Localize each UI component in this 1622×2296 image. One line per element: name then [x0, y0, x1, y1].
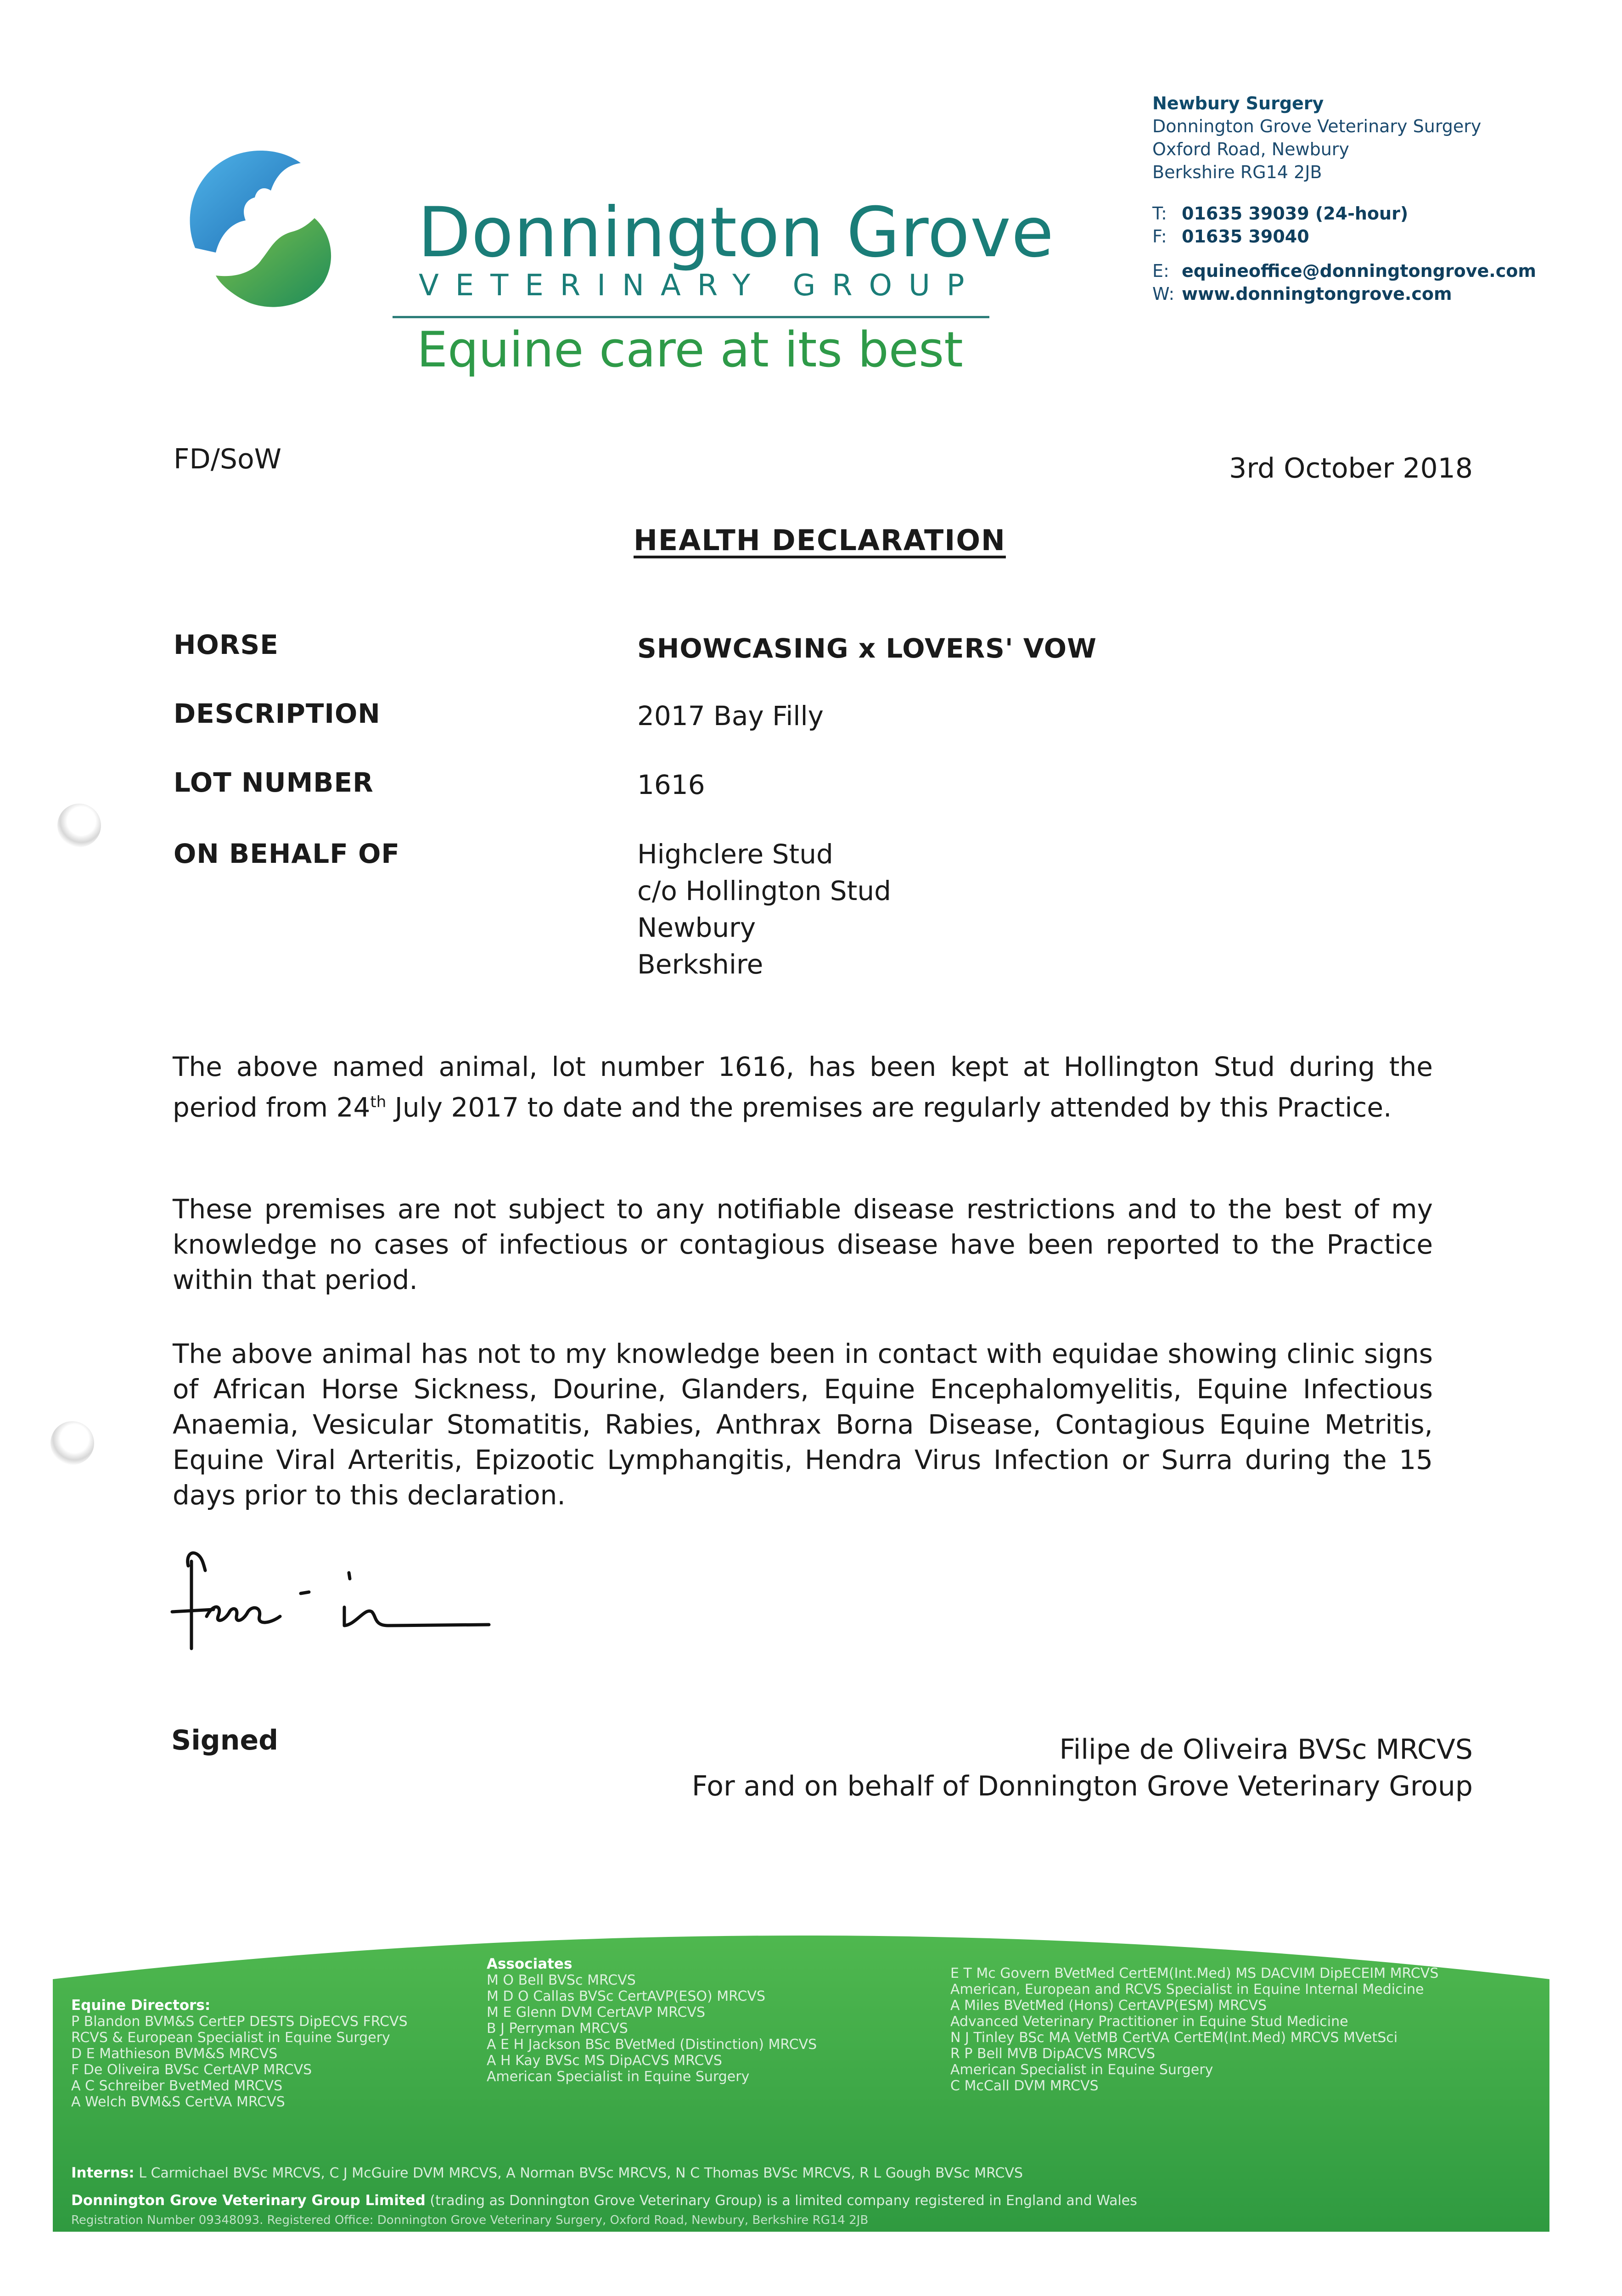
paragraph-contact: The above animal has not to my knowledge been in contact with equidae showing clinic signs of African Horse Sickness, Dourine, Glanders, Equine Encephalomyelitis, Equine Infectious Anaemia, Vesicular Stomatitis, Rabies, Anthrax Borna Disease, Contagious Equine Metritis, Equine Viral Arteritis, Epizootic Lymphangitis, Hendra Virus Infection or Surra during the 15 days prior to this declaration. — [173, 1338, 1433, 1511]
director-entry: P Blandon BVM&S CertEP DESTS DipECVS FRCVS — [71, 2014, 408, 2030]
behalf-address — [637, 836, 891, 983]
footer-directors — [71, 1998, 408, 2110]
signer-name: Filipe de Oliveira BVSc MRCVS — [1059, 1733, 1473, 1766]
company-registration: Registration Number 09348093. Registered Office: Donnington Grove Veterinary Surgery, Oxford Road, Newbury, Berkshire RG14 2JB — [71, 2213, 869, 2227]
specialist-entry: N J Tinley BSc MA VetMB CertVA CertEM(Int.Med) MRCVS MVetSci — [950, 2030, 1398, 2046]
document-title: HEALTH DECLARATION — [634, 523, 1006, 557]
associates-heading: Associates — [487, 1956, 572, 1972]
director-entry: A Welch BVM&S CertVA MRCVS — [71, 2094, 285, 2110]
company-name: Donnington Grove Veterinary Group Limited — [71, 2192, 426, 2209]
specialist-entry: C McCall DVM MRCVS — [950, 2078, 1099, 2094]
email-label: E: — [1152, 261, 1169, 281]
brand-subtitle: VETERINARY GROUP — [419, 269, 981, 303]
web-label: W: — [1152, 284, 1175, 304]
document-date: 3rd October 2018 — [1229, 452, 1473, 484]
specialist-entry: R P Bell MVB DipACVS MRCVS — [950, 2046, 1156, 2062]
horse-value: SHOWCASING x LOVERS' VOW — [637, 633, 1097, 664]
brand-name: Donnington Grove — [418, 193, 1055, 273]
fax-label: F: — [1152, 226, 1167, 247]
specialist-entry: E T Mc Govern BVetMed CertEM(Int.Med) MS DACVIM DipECEIM MRCVS — [950, 1965, 1439, 1981]
brand-divider — [393, 316, 989, 318]
footer-specialists — [950, 1965, 1438, 2094]
director-entry: D E Mathieson BVM&S MRCVS — [71, 2046, 278, 2062]
email-link[interactable]: equineoffice@donningtongrove.com — [1182, 261, 1536, 281]
associate-entry: M O Bell BVSc MRCVS — [487, 1972, 636, 1988]
specialist-entry: A Miles BVetMed (Hons) CertAVP(ESM) MRCVS — [950, 1998, 1267, 2014]
punch-hole — [57, 804, 101, 847]
punch-hole — [51, 1421, 94, 1465]
phone-label: T: — [1152, 203, 1167, 224]
directors-heading: Equine Directors: — [71, 1997, 211, 2014]
practice-address — [1152, 92, 1481, 184]
signed-label: Signed — [171, 1724, 279, 1756]
behalf-line: Berkshire — [637, 949, 763, 980]
behalf-line: c/o Hollington Stud — [637, 875, 891, 906]
behalf-line: Newbury — [637, 912, 756, 943]
phone-number: 01635 39039 (24-hour) — [1182, 203, 1409, 224]
p1-text-end: July 2017 to date and the premises are regularly attended by this Practice. — [386, 1092, 1392, 1123]
associate-entry: A H Kay BVSc MS DipACVS MRCVS — [487, 2053, 722, 2069]
behalf-label: ON BEHALF OF — [174, 838, 400, 869]
address-org: Newbury Surgery — [1152, 93, 1324, 113]
fax-number: 01635 39040 — [1182, 226, 1309, 247]
address-line: Oxford Road, Newbury — [1152, 139, 1349, 159]
address-line: Donnington Grove Veterinary Surgery — [1152, 116, 1482, 136]
lot-value: 1616 — [637, 769, 705, 800]
footer-associates — [487, 1956, 817, 2085]
footer-company — [71, 2193, 1137, 2209]
associate-entry: M E Glenn DVM CertAVP MRCVS — [487, 2004, 706, 2020]
donnington-grove-logo — [177, 145, 351, 315]
reference: FD/SoW — [174, 443, 282, 475]
website-link[interactable]: www.donningtongrove.com — [1182, 284, 1452, 304]
specialist-entry: American, European and RCVS Specialist in Equine Internal Medicine — [950, 1981, 1424, 1998]
behalf-line: Highclere Stud — [637, 838, 833, 870]
associate-entry: American Specialist in Equine Surgery — [487, 2069, 750, 2085]
footer-interns — [71, 2165, 1023, 2181]
signer-block — [692, 1731, 1473, 1805]
associate-entry: A E H Jackson BSc BVetMed (Distinction) MRCVS — [487, 2037, 817, 2053]
address-line: Berkshire RG14 2JB — [1152, 162, 1322, 182]
director-entry: RCVS & European Specialist in Equine Surgery — [71, 2030, 390, 2046]
paragraph-restrictions: These premises are not subject to any notifiable disease restrictions and to the best of my knowledge no cases of infectious or contagious disease have been reported to the Practice within that period. — [173, 1193, 1433, 1295]
company-note: (trading as Donnington Grove Veterinary Group) is a limited company registered in England and Wales — [430, 2193, 1137, 2209]
specialist-entry: American Specialist in Equine Surgery — [950, 2062, 1213, 2078]
contact-phone — [1152, 202, 1408, 248]
description-label: DESCRIPTION — [174, 698, 381, 729]
description-value: 2017 Bay Filly — [637, 700, 824, 732]
interns-label: Interns: — [71, 2165, 135, 2181]
specialist-entry: Advanced Veterinary Practitioner in Equine Stud Medicine — [950, 2014, 1348, 2030]
signer-organisation: For and on behalf of Donnington Grove Veterinary Group — [691, 1770, 1473, 1802]
p1-text: The above named animal, lot number 1616, has been kept at Hollington Stud during the period from 24 — [173, 1051, 1433, 1123]
paragraph-keeping — [173, 1049, 1433, 1125]
brand-tagline: Equine care at its best — [417, 321, 963, 378]
associate-entry: M D O Callas BVSc CertAVP(ESO) MRCVS — [487, 1988, 766, 2004]
handwritten-signature — [163, 1548, 494, 1658]
associate-entry: B J Perryman MRCVS — [487, 2020, 628, 2037]
contact-online — [1152, 259, 1536, 305]
director-entry: F De Oliveira BVSc CertAVP MRCVS — [71, 2062, 312, 2078]
horse-label: HORSE — [174, 629, 279, 660]
p1-superscript: th — [370, 1093, 387, 1111]
interns-list: L Carmichael BVSc MRCVS, C J McGuire DVM MRCVS, A Norman BVSc MRCVS, N C Thomas BVSc MRCVS, R L Gough BVSc MRCVS — [139, 2165, 1023, 2181]
director-entry: A C Schreiber BvetMed MRCVS — [71, 2078, 283, 2094]
lot-label: LOT NUMBER — [174, 767, 374, 798]
